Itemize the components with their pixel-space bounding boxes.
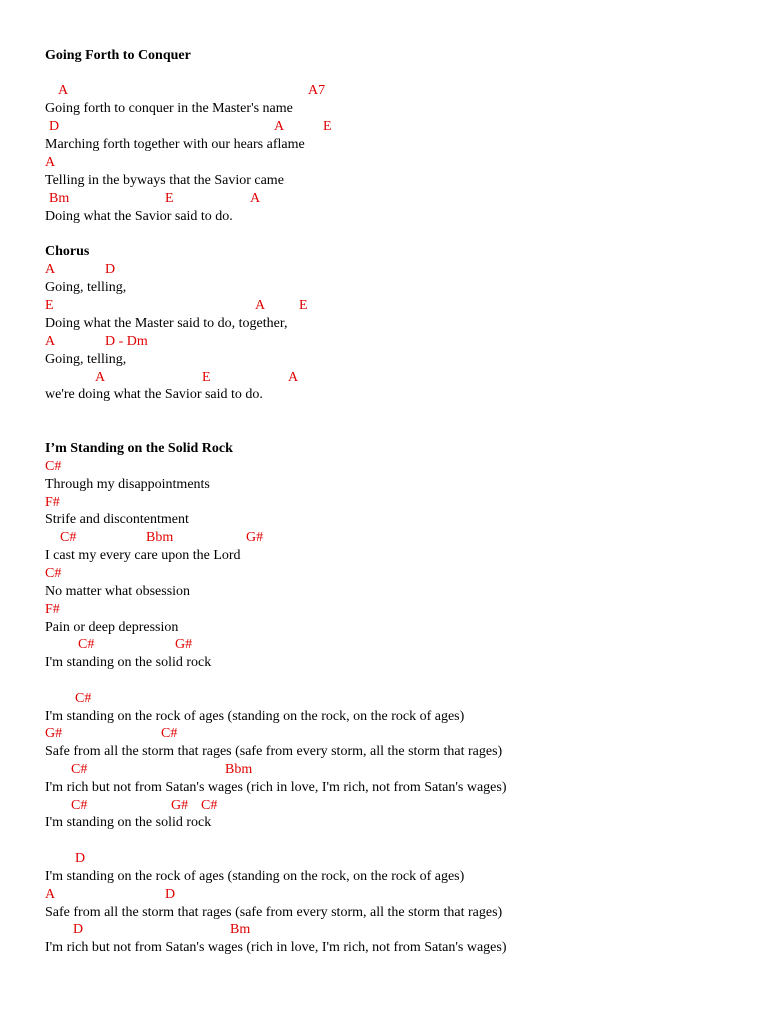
lyric-line — [45, 136, 745, 154]
chord-row — [45, 333, 745, 351]
lyric-text: Telling in the byways that the Savior came — [45, 173, 284, 188]
chord-row — [45, 190, 745, 208]
lyric-line — [45, 476, 745, 494]
chord-row — [45, 297, 745, 315]
chord: G# — [45, 726, 63, 741]
chord: A — [45, 334, 56, 349]
lyric-line — [45, 511, 745, 529]
song-title-row — [45, 440, 745, 458]
chord: D — [75, 851, 86, 866]
chord: E — [299, 298, 308, 313]
chord: C# — [201, 798, 218, 813]
lyric-text: Through my disappointments — [45, 477, 210, 492]
chord-row — [45, 458, 745, 476]
lyric-text: I'm standing on the rock of ages (standing on the rock, on the rock of ages) — [45, 869, 465, 884]
lyric-line — [45, 208, 745, 226]
chorus-label: Chorus — [45, 244, 90, 259]
chord: D — [73, 922, 84, 937]
lyric-line — [45, 654, 745, 672]
lyric-line — [45, 315, 745, 333]
lyric-text: I'm standing on the solid rock — [45, 815, 212, 830]
chord: F# — [45, 602, 60, 617]
chord: Bbm — [225, 762, 253, 777]
chord: A — [95, 370, 106, 385]
chord: D — [105, 262, 116, 277]
lyric-text: I cast my every care upon the Lord — [45, 548, 241, 563]
song-title: Going Forth to Conquer — [45, 48, 191, 63]
chord-row — [45, 154, 745, 172]
chord: A — [250, 191, 261, 206]
lyric-text: Going, telling, — [45, 352, 127, 367]
chord: C# — [71, 762, 88, 777]
lyric-text: Strife and discontentment — [45, 512, 189, 527]
chord: C# — [78, 637, 95, 652]
chord: C# — [60, 530, 77, 545]
chord: D — [49, 119, 60, 134]
chord: E — [45, 298, 54, 313]
lyric-line — [45, 386, 745, 404]
lyric-line — [45, 279, 745, 297]
lyric-line — [45, 779, 745, 797]
lyric-text: I'm standing on the rock of ages (standing on the rock, on the rock of ages) — [45, 709, 465, 724]
lyric-text: Doing what the Savior said to do. — [45, 209, 233, 224]
chord: E — [165, 191, 174, 206]
chord: F# — [45, 495, 60, 510]
chord: A — [45, 887, 56, 902]
lyric-text: Marching forth together with our hears aflame — [45, 137, 305, 152]
chord: Bbm — [146, 530, 174, 545]
chord-row — [45, 850, 745, 868]
chord-row — [45, 565, 745, 583]
chord: C# — [161, 726, 178, 741]
section-label-row — [45, 243, 745, 261]
chord-row — [45, 761, 745, 779]
chord: E — [323, 119, 332, 134]
chord-row — [45, 529, 745, 547]
lyric-line — [45, 904, 745, 922]
chord: A — [45, 262, 56, 277]
chord: D - Dm — [105, 334, 148, 349]
lyric-text: Going forth to conquer in the Master's name — [45, 101, 293, 116]
chord: G# — [171, 798, 189, 813]
lyric-line — [45, 939, 745, 957]
lyric-text: Safe from all the storm that rages (safe from every storm, all the storm that rages) — [45, 744, 503, 759]
chord: Bm — [49, 191, 70, 206]
chord: G# — [175, 637, 193, 652]
song-title-row — [45, 47, 745, 65]
lyric-text: I'm standing on the solid rock — [45, 655, 212, 670]
chord: A — [274, 119, 285, 134]
chord: C# — [75, 691, 92, 706]
lyric-text: I'm rich but not from Satan's wages (rich in love, I'm rich, not from Satan's wages) — [45, 940, 507, 955]
chord: A — [255, 298, 266, 313]
chord-row — [45, 601, 745, 619]
chord: G# — [246, 530, 264, 545]
chord: Bm — [230, 922, 251, 937]
lyric-line — [45, 351, 745, 369]
chord-row — [45, 797, 745, 815]
lyric-text: Doing what the Master said to do, together, — [45, 316, 288, 331]
lyric-text: Safe from all the storm that rages (safe from every storm, all the storm that rages) — [45, 905, 503, 920]
chord-row — [45, 82, 745, 100]
lyric-line — [45, 583, 745, 601]
chord-row — [45, 886, 745, 904]
lyric-line — [45, 708, 745, 726]
chord: C# — [71, 798, 88, 813]
lyric-line — [45, 100, 745, 118]
lyric-line — [45, 868, 745, 886]
song-title: I’m Standing on the Solid Rock — [45, 441, 233, 456]
chord-row — [45, 261, 745, 279]
lyric-text: Pain or deep depression — [45, 620, 179, 635]
chord: C# — [45, 566, 62, 581]
lyric-line — [45, 547, 745, 565]
chord-row — [45, 725, 745, 743]
chord: E — [202, 370, 211, 385]
chord: A7 — [308, 83, 326, 98]
lyric-line — [45, 814, 745, 832]
chord-row — [45, 118, 745, 136]
lyric-text: Going, telling, — [45, 280, 127, 295]
lyric-line — [45, 743, 745, 761]
chord: D — [165, 887, 176, 902]
lyric-text: No matter what obsession — [45, 584, 191, 599]
chord: A — [288, 370, 299, 385]
chord-row — [45, 690, 745, 708]
chord: A — [45, 155, 56, 170]
chord-row — [45, 636, 745, 654]
chord-row — [45, 369, 745, 387]
chord: C# — [45, 459, 62, 474]
chord-row — [45, 494, 745, 512]
chord: A — [58, 83, 69, 98]
lyric-line — [45, 619, 745, 637]
lyric-text: I'm rich but not from Satan's wages (rich in love, I'm rich, not from Satan's wages) — [45, 780, 507, 795]
chord-row — [45, 921, 745, 939]
lyric-text: we're doing what the Savior said to do. — [45, 387, 263, 402]
lyric-line — [45, 172, 745, 190]
